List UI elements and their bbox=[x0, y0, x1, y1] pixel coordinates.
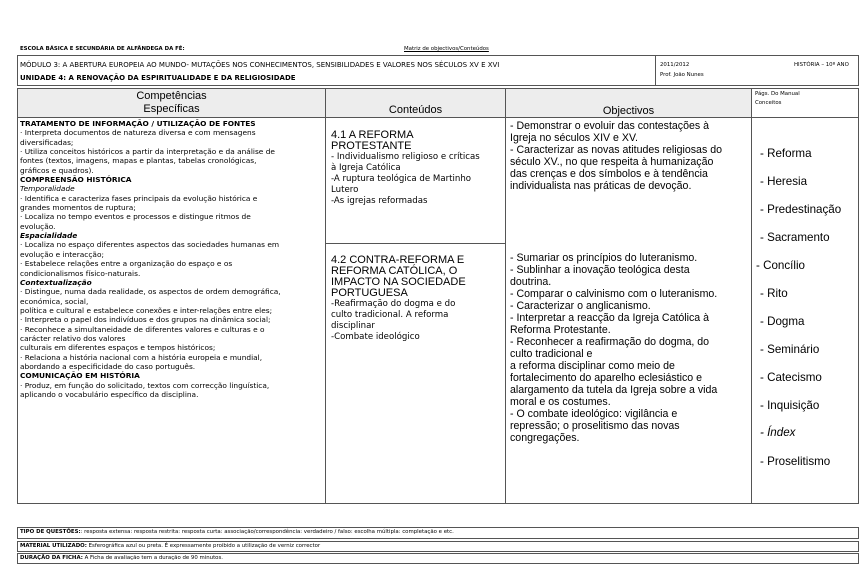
conteudo-title-line: PROTESTANTE bbox=[331, 140, 412, 152]
conceito-item: - Dogma bbox=[760, 315, 805, 328]
conteudo-body-line: Lutero bbox=[331, 185, 359, 195]
competencia-line: gráficos e quadros). bbox=[20, 165, 94, 175]
header-pags-conceitos: Págs. Do Manual Conceitos bbox=[755, 91, 800, 106]
competencia-line: Contextualização bbox=[20, 277, 92, 287]
teacher-name: Prof. João Nunes bbox=[660, 72, 704, 78]
competencia-line: condicionalismos físico-naturais. bbox=[20, 268, 141, 278]
objectivo-line: a reforma disciplinar como meio de bbox=[510, 360, 675, 372]
footer-duracao: DURAÇÃO DA FICHA: A Ficha de avaliação tem a duração de 90 minutos. bbox=[20, 555, 224, 561]
objectivo-line: - Sublinhar a inovação teológica desta bbox=[510, 264, 690, 276]
competencia-line: · Localiza no espaço diferentes aspectos das sociedades humanas em bbox=[20, 240, 280, 250]
conceito-item: - Inquisição bbox=[760, 399, 820, 412]
objectivo-line: individualista nas práticas de devoção. bbox=[510, 180, 692, 192]
competencia-line: Temporalidade bbox=[20, 184, 75, 194]
conteudo-body-line: culto tradicional. A reforma bbox=[331, 310, 449, 320]
conteudo-section-1 bbox=[331, 130, 503, 207]
competencia-line: aplicando o vocabulário específico da disciplina. bbox=[20, 389, 199, 399]
conceito-item: - Índex bbox=[760, 426, 796, 439]
school-name: ESCOLA BÁSICA E SECUNDÁRIA DE ALFÂNDEGA DA FÉ: bbox=[20, 46, 185, 52]
conteudo-body-line: -A ruptura teológica de Martinho bbox=[331, 174, 472, 184]
objectivo-line: - Caracterizar as novas atitudes religiosas do bbox=[510, 144, 722, 156]
objectivo-line: - Sumariar os princípios do luteranismo. bbox=[510, 252, 698, 264]
objectivo-line: repressão; o proselitismo das novas bbox=[510, 420, 680, 432]
document-title: Matriz de objectivos/Conteúdos bbox=[404, 46, 489, 52]
conteudo-title-line: IMPACTO NA SOCIEDADE bbox=[331, 276, 466, 288]
competencia-line: · Estabelece relações entre a organização do espaço e os bbox=[20, 259, 233, 269]
competencia-line: evolução. bbox=[20, 221, 56, 231]
objectivos-section-2 bbox=[510, 252, 717, 444]
competencia-line: culturais em diferentes espaços e tempos históricos; bbox=[20, 343, 216, 353]
conceito-item: - Seminário bbox=[760, 343, 820, 356]
objectivo-line: - Demonstrar o evoluir das contestações à bbox=[510, 120, 710, 132]
objectivo-line: - O combate ideológico: vigilância e bbox=[510, 408, 678, 420]
competencia-line: · Interpreta documentos de natureza diversa e com mensagens bbox=[20, 128, 256, 138]
school-year: 2011/2012 bbox=[660, 62, 690, 68]
competencia-line: · Relaciona a história nacional com a história europeia e mundial, bbox=[20, 352, 263, 362]
module-title: MÓDULO 3: A ABERTURA EUROPEIA AO MUNDO- MUTAÇÕES NOS CONHECIMENTOS, SENSIBILIDADES E VALORES NOS SÉCULOS XV E XVI bbox=[20, 61, 500, 69]
competencia-line: · Utiliza conceitos históricos a partir da interpretação e da análise de bbox=[20, 147, 275, 157]
conteudo-body-line: disciplinar bbox=[331, 321, 375, 331]
conteudo-title-line: 4.1 A REFORMA bbox=[331, 129, 414, 141]
conceito-item: - Rito bbox=[760, 287, 788, 300]
conteudo-section-2 bbox=[331, 255, 503, 343]
objectivo-line: - Comparar o calvinismo com o luteranismo. bbox=[510, 288, 718, 300]
objectivo-line: - Interpretar a reacção da Igreja Católica à bbox=[510, 312, 710, 324]
competencia-line: · Distingue, numa dada realidade, os aspectos de ordem demográfica, bbox=[20, 287, 281, 297]
conteudo-title-line: 4.2 CONTRA-REFORMA E bbox=[331, 254, 465, 266]
competencia-line: Espacialidade bbox=[20, 231, 78, 241]
conceito-item: - Proselitismo bbox=[760, 455, 831, 468]
competencia-line: carácter relativo dos valores bbox=[20, 333, 126, 343]
competencia-line: abordando a especificidade do caso português. bbox=[20, 361, 196, 371]
competencia-line: fontes (textos, imagens, mapas e plantas, tabelas cronológicas, bbox=[20, 156, 257, 166]
footer-tipo-questoes: TIPO DE QUESTÕES:: resposta extensa: resposta restrita: resposta curta: associação/correspondência: verdadeiro / falso: escolha múltipla: completação e etc. bbox=[20, 529, 454, 535]
competencia-line: COMUNICAÇÃO EM HISTÓRIA bbox=[20, 371, 140, 381]
objectivo-line: doutrina. bbox=[510, 276, 552, 288]
objectivo-line: culto tradicional e bbox=[510, 348, 593, 360]
competencia-line: económica, social, bbox=[20, 296, 89, 306]
competencia-line: diversificadas; bbox=[20, 137, 74, 147]
objectivo-line: século XV., no que respeita à humanização bbox=[510, 156, 714, 168]
conceito-item: - Catecismo bbox=[760, 371, 822, 384]
objectivo-line: Igreja no séculos XIV e XV. bbox=[510, 132, 638, 144]
competencia-line: TRATAMENTO DE INFORMAÇÃO / UTILIZAÇÃO DE FONTES bbox=[20, 119, 256, 128]
competencia-line: · Produz, em função do solicitado, textos com correcção linguística, bbox=[20, 380, 270, 390]
competencia-line: evolução e interacção; bbox=[20, 249, 104, 259]
objectivo-line: - Caracterizar o anglicanismo. bbox=[510, 300, 651, 312]
conteudo-body-line: -Reafirmação do dogma e do bbox=[331, 299, 456, 309]
competencia-line: · Identifica e caracteriza fases principais da evolução histórica e bbox=[20, 193, 258, 203]
unit-title: UNIDADE 4: A RENOVAÇÃO DA ESPIRITUALIDADE E DA RELIGIOSIDADE bbox=[20, 74, 296, 82]
conceito-item: - Predestinação bbox=[760, 203, 842, 216]
footer-material: MATERIAL UTILIZADO: Esferográfica azul ou preta. É expressamente proibido a utilização de verniz corrector bbox=[20, 543, 321, 549]
conceito-item: - Reforma bbox=[760, 147, 812, 160]
conteudo-body-line: -Combate ideológico bbox=[331, 332, 420, 342]
objectivo-line: congregações. bbox=[510, 432, 580, 444]
objectivo-line: moral e os costumes. bbox=[510, 396, 611, 408]
competencia-line: · Interpreta o papel dos indivíduos e dos grupos na dinâmica social; bbox=[20, 315, 271, 325]
subject-label: HISTÓRIA – 10º ANO bbox=[794, 62, 849, 68]
competencia-line: · Localiza no tempo eventos e processos e distingue ritmos de bbox=[20, 212, 251, 222]
objectivo-line: alargamento da tutela da Igreja sobre a vida bbox=[510, 384, 718, 396]
competencias-list bbox=[20, 119, 323, 399]
header-conteudos: Conteúdos bbox=[388, 104, 443, 116]
conteudo-title-line: REFORMA CATÓLICA, O bbox=[331, 265, 458, 277]
objectivo-line: - Reconhecer a reafirmação do dogma, do bbox=[510, 336, 710, 348]
header-objectivos: Objectivos bbox=[602, 105, 655, 117]
conteudo-title-line: PORTUGUESA bbox=[331, 287, 408, 299]
conceito-item: - Sacramento bbox=[760, 231, 830, 244]
conteudo-body-line: - Individualismo religioso e críticas bbox=[331, 152, 480, 162]
conceito-item: - Heresia bbox=[760, 175, 808, 188]
header-competencias: Competências Específicas bbox=[136, 90, 207, 115]
objectivo-line: fortalecimento do aparelho eclesiástico e bbox=[510, 372, 702, 384]
competencia-line: COMPREENSÃO HISTÓRICA bbox=[20, 175, 132, 185]
competencia-line: grandes momentos de ruptura; bbox=[20, 203, 136, 213]
competencia-line: política e cultural e estabelece conexões e inter-relações entre eles; bbox=[20, 305, 273, 315]
conteudo-body-line: -As igrejas reformadas bbox=[331, 196, 428, 206]
conceito-item: - Concílio bbox=[756, 259, 805, 272]
objectivo-line: Reforma Protestante. bbox=[510, 324, 611, 336]
competencia-line: · Reconhece a simultaneidade de diferentes valores e culturas e o bbox=[20, 324, 265, 334]
conteudo-body-line: à Igreja Católica bbox=[331, 163, 401, 173]
objectivo-line: das crenças e dos símbolos e à tendência bbox=[510, 168, 708, 180]
objectivos-section-1 bbox=[510, 120, 722, 192]
